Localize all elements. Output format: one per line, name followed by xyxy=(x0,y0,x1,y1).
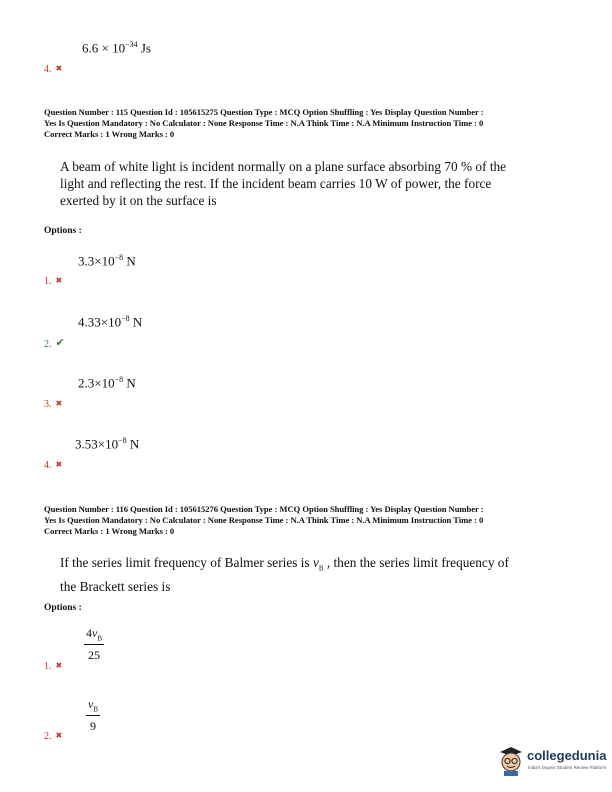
logo-text: collegedunia xyxy=(527,748,607,763)
q115-options-label: Options : xyxy=(44,226,82,236)
q115-option-2-label: 2. ✔ xyxy=(44,337,65,350)
q116-option-2-label: 2. ✖ xyxy=(44,731,63,742)
q115-option-2-value: $4.33\times 10^{-8}$ N xyxy=(78,314,143,330)
wrong-mark-icon: ✖ xyxy=(55,661,63,670)
q115-option-1-label: 1. ✖ xyxy=(44,276,63,287)
wrong-mark-icon: ✖ xyxy=(55,460,63,469)
q115-question-text: A beam of white light is incident normally on a plane surface absorbing 70 % of the light and reflecting the rest. If the incident beam carries 10 W of power, the force exerted by it on the surface is xyxy=(60,159,507,208)
q116-options-label: Options : xyxy=(44,603,82,613)
q115-meta: Question Number : 115 Question Id : 105615275 Question Type : MCQ Option Shuffling : Yes Display Question Number : Yes Is Question Mandatory : No Calculator : None Response Time : N.A Think Time : N.A Minimum Instruction Time : 0 Correct Marks : 1 Wrong Marks : 0 xyxy=(44,107,484,139)
prev-option-4-value: $6.6 \times 10^{-34}$ Js xyxy=(82,40,151,56)
wrong-mark-icon: ✖ xyxy=(55,276,63,285)
collegedunia-logo xyxy=(496,744,606,778)
q115-option-4-value: $3.53\times 10^{-8}$ N xyxy=(75,436,140,452)
q115-option-4-label: 4. ✖ xyxy=(44,460,63,471)
wrong-mark-icon: ✖ xyxy=(55,731,63,740)
q116-option-1-label: 1. ✖ xyxy=(44,661,63,672)
check-mark-icon: ✔ xyxy=(55,337,65,349)
q115-option-1-value: $3.3\times 10^{-8}$ N xyxy=(78,253,136,269)
q115-option-3-value: $2.3\times 10^{-8}$ N xyxy=(78,375,136,391)
logo-tagline: India's largest Student Review Platform xyxy=(528,765,607,770)
q116-option-1-value: $\frac{4v_B}{25}$ xyxy=(86,626,102,663)
wrong-mark-icon: ✖ xyxy=(55,64,63,73)
wrong-mark-icon: ✖ xyxy=(55,399,63,408)
q116-variable: v xyxy=(312,555,319,570)
q116-option-2-value: $\frac{v_B}{9}$ xyxy=(88,697,98,734)
q116-meta: Question Number : 116 Question Id : 105615276 Question Type : MCQ Option Shuffling : Yes Display Question Number : Yes Is Question Mandatory : No Calculator : None Response Time : N.A Think Time : N.A Minimum Instruction Time : 0 Correct Marks : 1 Wrong Marks : 0 xyxy=(44,504,484,536)
q116-question-text: If the series limit frequency of Balmer series is $v_B$ , then the series limit frequency of the Brackett series is xyxy=(60,555,509,594)
mascot-icon xyxy=(496,744,526,776)
q115-option-3-label: 3. ✖ xyxy=(44,399,63,410)
prev-option-4-label: 4. ✖ xyxy=(44,64,63,75)
